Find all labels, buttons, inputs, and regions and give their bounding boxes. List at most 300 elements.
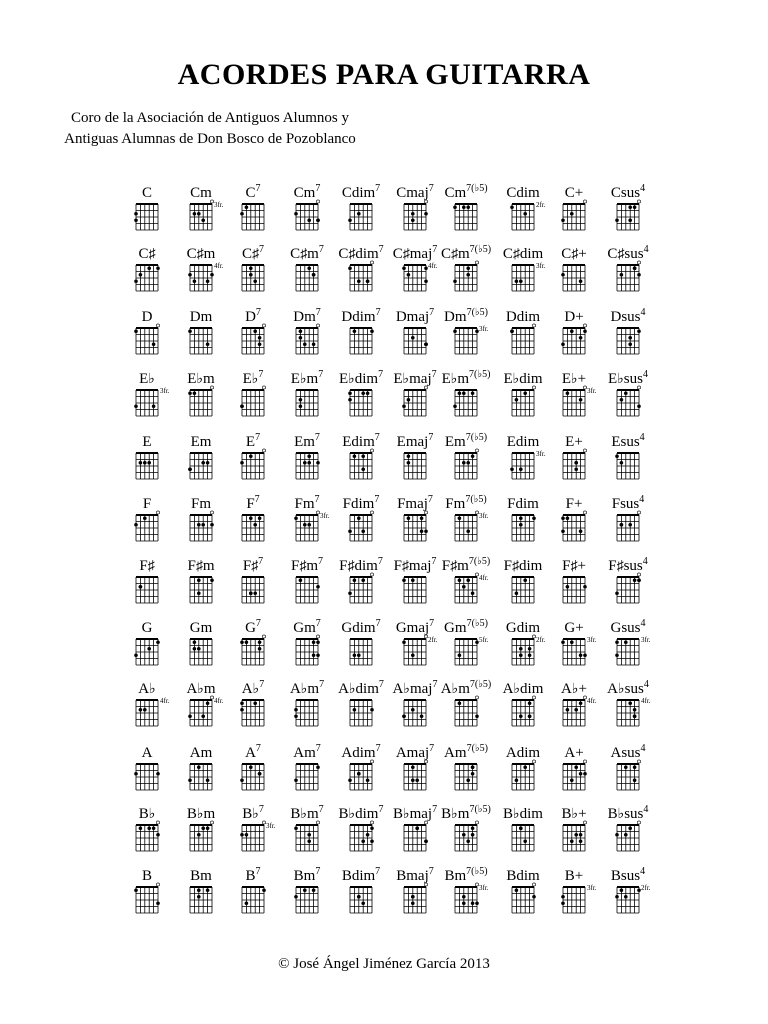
finger-dot: [566, 708, 570, 712]
finger-dot: [420, 714, 424, 718]
finger-dot: [139, 273, 143, 277]
finger-dot: [615, 218, 619, 222]
chord-root: F: [445, 496, 454, 512]
chord-diagram: [348, 199, 388, 233]
finger-dot: [411, 895, 415, 899]
chord-diagram: [188, 323, 228, 357]
open-string-mark: [156, 511, 159, 514]
chord-superscript: 7(♭5): [465, 494, 487, 505]
finger-dot: [637, 404, 641, 408]
chord-diagram: [348, 695, 388, 729]
chord-superscript: 7: [315, 743, 321, 754]
chord-root: B: [607, 806, 618, 822]
fret-position-label: 3fr.: [587, 884, 597, 892]
fret-position-label: 2fr.: [428, 636, 438, 644]
finger-dot: [633, 708, 637, 712]
chord-suffix: m: [203, 371, 215, 387]
finger-dot: [637, 329, 641, 333]
finger-dot: [528, 653, 532, 657]
chord-diagram: [240, 695, 280, 729]
chord-superscript: 7: [315, 866, 321, 877]
chord-root: A: [440, 681, 452, 697]
subtitle-line-2: Antiguas Alumnas de Don Bosco de Pozoblanco: [64, 131, 356, 147]
chord-superscript: 7(♭5): [469, 679, 492, 690]
finger-dot: [411, 901, 415, 905]
chord-root: B: [610, 868, 621, 884]
finger-dot: [411, 765, 415, 769]
finger-dot: [152, 826, 156, 830]
finger-dot: [402, 640, 406, 644]
chord-superscript: 7: [318, 369, 324, 380]
chord-root: E: [611, 434, 621, 450]
finger-dot: [134, 404, 138, 408]
open-string-mark: [424, 821, 427, 824]
chord-root: B: [441, 806, 452, 822]
chord-root: B: [561, 806, 572, 822]
chord-root: C: [245, 185, 256, 201]
chord-accidental: ♯: [402, 247, 410, 262]
chord-diagram: [188, 634, 228, 668]
finger-dot: [193, 279, 197, 283]
finger-dot: [206, 826, 210, 830]
chord-root: F: [242, 558, 252, 574]
finger-dot: [240, 461, 244, 465]
finger-dot: [637, 273, 641, 277]
finger-dot: [312, 273, 316, 277]
fret-position-label: 3fr.: [479, 512, 489, 520]
chord-diagram: [134, 199, 174, 233]
chord-root: D: [444, 309, 455, 325]
chord-diagram: [615, 323, 655, 357]
chord-root: A: [338, 681, 349, 697]
chord-root: D: [564, 309, 576, 325]
finger-dot: [570, 778, 574, 782]
chord-diagram: [188, 448, 228, 482]
chord-superscript: 4: [642, 556, 648, 567]
chord-diagram: [134, 820, 174, 854]
open-string-mark: [156, 324, 159, 327]
finger-dot: [411, 708, 415, 712]
chord-root: D: [141, 309, 153, 325]
finger-dot: [411, 336, 415, 340]
finger-dot: [633, 578, 637, 582]
chord-root: D: [395, 309, 407, 325]
chord-suffix: dim: [516, 309, 541, 325]
finger-dot: [357, 212, 361, 216]
chord-accidental: ♭: [450, 372, 458, 387]
chord-diagram: [294, 634, 334, 668]
finger-dot: [415, 826, 419, 830]
fret-position-label: 4fr.: [587, 697, 597, 705]
chord-diagram: [348, 385, 388, 419]
finger-dot: [420, 516, 424, 520]
finger-dot: [519, 653, 523, 657]
chord-accidental: ♭: [617, 807, 625, 822]
finger-dot: [523, 212, 527, 216]
chord-root: B: [186, 806, 197, 822]
chord-diagram: [561, 572, 601, 606]
finger-dot: [628, 218, 632, 222]
finger-dot: [561, 901, 565, 905]
chord-root: C: [444, 185, 455, 201]
chord-suffix: m: [306, 371, 319, 387]
finger-dot: [240, 212, 244, 216]
finger-dot: [210, 273, 214, 277]
open-string-mark: [583, 821, 586, 824]
chord-diagram: [615, 385, 655, 419]
finger-dot: [466, 266, 470, 270]
subtitle-line-1: Coro de la Asociación de Antiguos Alumnos y: [71, 110, 349, 126]
chord-accidental: ♭: [402, 372, 410, 387]
chord-superscript: 7: [255, 307, 261, 318]
chord-superscript: 7: [255, 618, 261, 629]
finger-dot: [348, 266, 352, 270]
fret-position-label: 4fr.: [641, 697, 651, 705]
open-string-mark: [637, 511, 640, 514]
chord-root: C: [561, 246, 572, 262]
finger-dot: [407, 398, 411, 402]
finger-dot: [561, 895, 565, 899]
finger-dot: [253, 591, 257, 595]
chord-diagram: [294, 695, 334, 729]
chord-diagram: [615, 759, 655, 793]
chord-root: F: [441, 558, 451, 574]
chord-root: D: [610, 309, 622, 325]
chord-superscript: 7: [429, 307, 435, 318]
finger-dot: [407, 273, 411, 277]
chord-superscript: 7(♭5): [469, 369, 491, 380]
finger-dot: [201, 218, 205, 222]
chord-diagram: [240, 199, 280, 233]
chord-root: F: [562, 558, 571, 574]
chord-root: A: [141, 745, 153, 761]
chord-diagram: [240, 510, 280, 544]
chord-accidental: ♯: [348, 247, 356, 262]
chord-root: E: [396, 434, 406, 450]
finger-dot: [458, 516, 462, 520]
chord-suffix: m: [304, 309, 316, 325]
finger-dot: [407, 516, 411, 520]
finger-dot: [579, 653, 583, 657]
chord-superscript: 7: [374, 432, 380, 443]
chord-suffix: dim: [515, 434, 540, 450]
finger-dot: [458, 391, 462, 395]
chord-accidental: ♭: [300, 682, 308, 697]
chord-root: C: [186, 246, 197, 262]
chord-root: F: [246, 496, 255, 512]
finger-dot: [188, 467, 192, 471]
chord-accidental: ♯: [300, 247, 308, 262]
chord-diagram: [561, 323, 601, 357]
open-string-mark: [210, 821, 213, 824]
finger-dot: [245, 901, 249, 905]
open-string-mark: [637, 573, 640, 576]
chord-suffix: sus: [623, 558, 643, 574]
chord-suffix: dim: [351, 868, 376, 884]
finger-dot: [206, 461, 210, 465]
chord-accidental: ♭: [451, 807, 458, 822]
chord-root: F: [339, 558, 348, 574]
chord-root: C: [607, 246, 618, 262]
finger-dot: [240, 778, 244, 782]
chord-diagram: [615, 572, 655, 606]
chord-root: B: [338, 806, 349, 822]
chord-accidental: ♭: [252, 807, 259, 822]
chord-diagram: [453, 820, 493, 854]
finger-dot: [361, 454, 365, 458]
chord-suffix: dim: [355, 246, 379, 262]
chord-diagram: [134, 510, 174, 544]
fret-position-label: 3fr.: [536, 262, 546, 270]
chord-suffix: sus: [620, 496, 640, 512]
chord-root: B: [444, 868, 455, 884]
finger-dot: [370, 839, 374, 843]
chord-root: C: [341, 185, 352, 201]
finger-dot: [366, 279, 370, 283]
chord-suffix: maj: [406, 185, 429, 201]
chord-superscript: 7: [375, 866, 381, 877]
finger-dot: [316, 585, 320, 589]
finger-dot: [561, 640, 565, 644]
finger-dot: [579, 398, 583, 402]
chord-root: B: [503, 806, 514, 822]
chord-root: G: [564, 620, 576, 636]
chord-suffix: maj: [408, 558, 432, 574]
chord-superscript: 7: [319, 679, 325, 690]
chord-root: G: [293, 620, 305, 636]
chord-diagram: [510, 572, 550, 606]
finger-dot: [583, 329, 587, 333]
chord-root: F: [187, 558, 196, 574]
chord-root: A: [189, 745, 201, 761]
chord-diagram: [240, 634, 280, 668]
finger-dot: [197, 578, 201, 582]
chord-root: C: [396, 185, 407, 201]
finger-dot: [312, 653, 316, 657]
chord-suffix: dim: [516, 745, 541, 761]
chord-superscript: 7(♭5): [466, 866, 488, 877]
finger-dot: [615, 833, 619, 837]
finger-dot: [147, 266, 151, 270]
chord-root: E: [142, 434, 152, 450]
fret-position-label: 3fr.: [479, 325, 489, 333]
chord-superscript: 7: [259, 244, 264, 255]
fret-position-label: 5fr.: [479, 636, 489, 644]
finger-dot: [462, 833, 466, 837]
finger-dot: [240, 833, 244, 837]
finger-dot: [579, 839, 583, 843]
finger-dot: [515, 888, 519, 892]
finger-dot: [579, 772, 583, 776]
finger-dot: [370, 826, 374, 830]
chord-suffix: m: [457, 371, 470, 387]
chord-diagram: [348, 759, 388, 793]
chord-diagram: [188, 759, 228, 793]
chord-suffix: m: [457, 558, 469, 574]
chord-diagram: [348, 260, 388, 294]
chord-suffix: dim: [354, 558, 378, 574]
chord-diagram: [294, 448, 334, 482]
open-string-mark: [637, 261, 640, 264]
chord-root: A: [392, 681, 404, 697]
chord-suffix: m: [454, 620, 467, 636]
chord-suffix: sus: [620, 434, 640, 450]
chord-suffix: sus: [621, 309, 641, 325]
chord-superscript: 7: [315, 307, 321, 318]
finger-dot: [424, 529, 428, 533]
chord-root: A: [245, 745, 256, 761]
chord-suffix: maj: [406, 620, 430, 636]
chord-superscript: 7(♭5): [468, 556, 491, 567]
open-string-mark: [424, 760, 427, 763]
chord-root: A: [502, 681, 514, 697]
finger-dot: [471, 454, 475, 458]
finger-dot: [458, 653, 462, 657]
finger-dot: [249, 516, 253, 520]
chord-root: F: [565, 496, 574, 512]
finger-dot: [307, 454, 311, 458]
finger-dot: [402, 404, 406, 408]
finger-dot: [615, 640, 619, 644]
chord-suffix: +: [577, 558, 586, 574]
finger-dot: [411, 653, 415, 657]
open-string-mark: [370, 821, 373, 824]
finger-dot: [307, 523, 311, 527]
finger-dot: [370, 329, 374, 333]
finger-dot: [156, 833, 160, 837]
finger-dot: [134, 523, 138, 527]
finger-dot: [411, 212, 415, 216]
chord-diagram: [134, 323, 174, 357]
chord-suffix: dim: [352, 309, 376, 325]
finger-dot: [188, 273, 192, 277]
chord-accidental: ♯: [299, 559, 307, 574]
chord-suffix: m: [303, 185, 316, 201]
chord-superscript: 4: [643, 244, 649, 255]
finger-dot: [615, 653, 619, 657]
finger-dot: [519, 523, 523, 527]
chord-diagram: [348, 820, 388, 854]
finger-dot: [134, 653, 138, 657]
open-string-mark: [475, 261, 478, 264]
finger-dot: [357, 516, 361, 520]
finger-dot: [294, 778, 298, 782]
chord-root: F: [507, 496, 516, 512]
finger-dot: [411, 778, 415, 782]
finger-dot: [361, 839, 365, 843]
finger-dot: [402, 266, 406, 270]
chord-root: D: [245, 309, 256, 325]
open-string-mark: [262, 386, 265, 389]
chord-superscript: 7: [428, 432, 434, 443]
finger-dot: [424, 342, 428, 346]
chord-suffix: sus: [624, 246, 644, 262]
chord-root: A: [186, 681, 198, 697]
finger-dot: [210, 578, 214, 582]
chord-accidental: ♭: [149, 682, 156, 697]
finger-dot: [570, 839, 574, 843]
chord-root: D: [293, 309, 305, 325]
finger-dot: [411, 578, 415, 582]
finger-dot: [424, 279, 428, 283]
copyright-footer: © José Ángel Jiménez García 2013: [278, 956, 490, 972]
chord-suffix: dim: [516, 868, 540, 884]
chord-root: F: [393, 558, 402, 574]
chord-superscript: 7: [258, 369, 264, 380]
open-string-mark: [637, 821, 640, 824]
chord-superscript: 4: [640, 183, 646, 194]
chord-diagram: [510, 510, 550, 544]
chord-suffix: m: [307, 246, 319, 262]
chord-suffix: maj: [406, 745, 430, 761]
finger-dot: [197, 888, 201, 892]
finger-dot: [249, 765, 253, 769]
chord-diagram: [561, 448, 601, 482]
chord-diagram: [188, 882, 228, 916]
chord-root: G: [245, 620, 256, 636]
chord-accidental: ♭: [252, 682, 260, 697]
finger-dot: [152, 342, 156, 346]
finger-dot: [253, 701, 257, 705]
chord-superscript: 7: [255, 743, 261, 754]
chord-root: A: [610, 745, 622, 761]
chord-root: C: [502, 246, 513, 262]
chord-root: E: [338, 371, 349, 387]
open-string-mark: [424, 883, 427, 886]
chord-superscript: 7(♭5): [466, 307, 488, 318]
open-string-mark: [370, 261, 373, 264]
finger-dot: [523, 578, 527, 582]
chord-superscript: 7: [427, 494, 433, 505]
chord-root: C: [290, 246, 301, 262]
finger-dot: [471, 901, 475, 905]
finger-dot: [193, 212, 197, 216]
finger-dot: [147, 647, 151, 651]
open-string-mark: [262, 449, 265, 452]
chord-diagram: [615, 448, 655, 482]
finger-dot: [249, 273, 253, 277]
finger-dot: [134, 772, 138, 776]
chord-root: G: [395, 620, 407, 636]
finger-dot: [420, 529, 424, 533]
chord-suffix: dim: [355, 681, 379, 697]
open-string-mark: [583, 511, 586, 514]
chord-superscript: 7: [378, 679, 384, 690]
finger-dot: [299, 336, 303, 340]
finger-dot: [201, 714, 205, 718]
chord-superscript: 7: [432, 804, 438, 815]
fret-position-label: 3fr.: [641, 636, 651, 644]
chord-root: C: [392, 246, 403, 262]
chord-root: B: [506, 868, 517, 884]
chord-root: F: [294, 496, 303, 512]
chord-root: A: [395, 745, 407, 761]
finger-dot: [579, 336, 583, 340]
chord-accidental: ♭: [196, 372, 204, 387]
finger-dot: [258, 516, 262, 520]
finger-dot: [316, 461, 320, 465]
chord-superscript: 7: [375, 618, 381, 629]
chord-diagram: [402, 882, 442, 916]
finger-dot: [519, 467, 523, 471]
chord-root: B: [245, 868, 256, 884]
finger-dot: [579, 279, 583, 283]
chord-suffix: +: [573, 496, 583, 512]
finger-dot: [134, 279, 138, 283]
chord-root: E: [342, 434, 352, 450]
finger-dot: [628, 342, 632, 346]
chord-accidental: ♭: [299, 372, 307, 387]
